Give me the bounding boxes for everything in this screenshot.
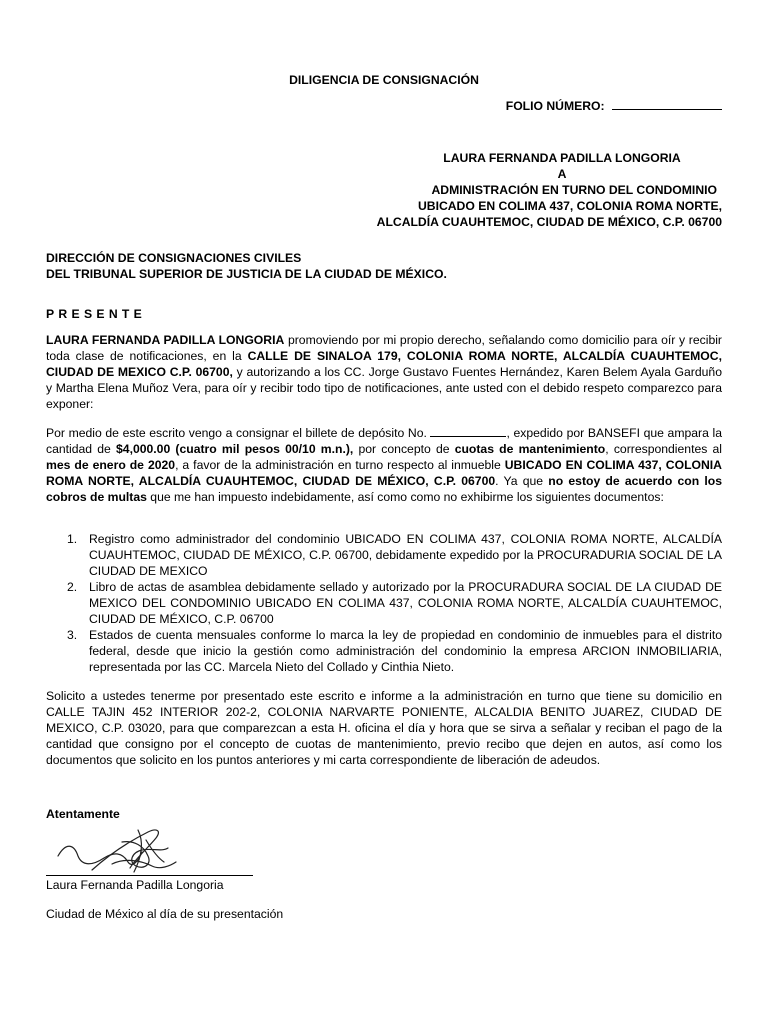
amount: $4,000.00 (cuatro mil pesos 00/10 m.n.), xyxy=(116,442,354,456)
property-address: UBICADO EN COLIMA 437, COLONIA ROMA NORTE, ALCALDÍA CUAUHTEMOC, CIUDAD DE MÉXICO, C.P. 06700 xyxy=(46,458,722,488)
header-line: ALCALDÍA CUAUHTEMOC, CIUDAD DE MÉXICO, C.P. 06700 xyxy=(376,215,722,229)
paragraph-text: . Ya que xyxy=(495,474,549,488)
folio-label: FOLIO NÚMERO: xyxy=(505,99,605,113)
header-line: ADMINISTRACIÓN EN TURNO DEL CONDOMINIO xyxy=(431,183,717,197)
month: mes de enero de 2020 xyxy=(46,458,176,472)
signature-line xyxy=(46,874,253,876)
deposit-number-blank xyxy=(430,425,506,437)
addressee-line: DEL TRIBUNAL SUPERIOR DE JUSTICIA DE LA CIUDAD DE MÉXICO. xyxy=(46,267,447,281)
header-block xyxy=(302,150,722,230)
domicile-address: CALLE DE SINALOA 179, COLONIA ROMA NORTE, ALCALDÍA CUAUHTEMOC, CIUDAD DE MEXICO C.P. 06700, xyxy=(46,349,722,379)
paragraph-intro xyxy=(46,332,722,412)
header-line: LAURA FERNANDA PADILLA LONGORIA xyxy=(443,151,681,165)
paragraph-text: y autorizando a los CC. Jorge Gustavo Fuentes Hernández, Karen Belem Ayala Garduño y Martha Elena Muñoz Vera, para oír y recibir todo tipo de notificaciones, ante usted con el debido respeto comparezco para exponer: xyxy=(46,365,722,411)
list-text: Registro como administrador del condominio UBICADO EN COLIMA 437, COLONIA ROMA NORTE, ALCALDÍA CUAUHTEMOC, CIUDAD DE MÉXICO, C.P. 06700, debidamente expedido por la PROCURADURIA SOCIAL DE LA CIUDAD DE MEXICO xyxy=(89,532,722,578)
folio-blank xyxy=(612,98,722,110)
list-item xyxy=(46,627,722,675)
paragraph-consignment xyxy=(46,425,722,505)
paragraph-request: Solicito a ustedes tenerme por presentado este escrito e informe a la administración en turno que tiene su domicilio en CALLE TAJIN 452 INTERIOR 202-2, COLONIA NARVARTE PONIENTE, ALCALDIA BENITO JUAREZ, CIUDAD DE MEXICO, C.P. 03020, para que comparezcan a esta H. oficina el día y hora que se sirva a señalar y reciban el pago de la cantidad que consigno por el concepto de cuotas de mantenimiento, previo recibo que dejen en autos, así como los documentos que solicito en los puntos anteriores y mi carta correspondiente de liberación de adeudos. xyxy=(46,689,722,767)
list-number: 3. xyxy=(67,628,78,642)
paragraph-text: , a favor de la administración en turno respecto al inmueble xyxy=(175,458,505,472)
list-item xyxy=(46,531,722,579)
paragraph-text: , correspondientes al xyxy=(605,442,723,456)
promovente-name: LAURA FERNANDA PADILLA LONGORIA xyxy=(46,333,285,347)
paragraph-text: , expedido por BANSEFI que ampara la cantidad de xyxy=(46,426,722,456)
folio-number xyxy=(506,98,722,114)
addressee-line: DIRECCIÓN DE CONSIGNACIONES CIVILES xyxy=(46,251,302,265)
presente-heading: PRESENTE xyxy=(46,307,147,321)
closing-line: Ciudad de México al día de su presentación xyxy=(46,907,284,921)
header-line: UBICADO EN COLIMA 437, COLONIA ROMA NORTE, xyxy=(417,199,722,213)
paragraph-text: que me han impuesto indebidamente, así como como no exhibirme los siguientes documentos: xyxy=(146,490,664,504)
list-text: Libro de actas de asamblea debidamente sellado y autorizado por la PROCURADURA SOCIAL DE LA CIUDAD DE MEXICO DEL CONDOMINIO UBICADO EN COLIMA 437, COLONIA ROMA NORTE, ALCALDÍA CUAUHTEMOC, CIUDAD DE MÉXICO, C.P. 06700 xyxy=(89,580,722,626)
closing-salutation: Atentamente xyxy=(46,807,120,821)
header-line: A xyxy=(557,167,567,181)
list-item xyxy=(46,579,722,627)
disagreement: no estoy de acuerdo con los cobros de multas xyxy=(46,474,722,504)
signer-name: Laura Fernanda Padilla Longoria xyxy=(46,878,224,892)
addressee-block xyxy=(46,250,447,282)
paragraph-text: Por medio de este escrito vengo a consignar el billete de depósito No. xyxy=(46,426,431,440)
documents-list xyxy=(46,531,722,675)
paragraph-text: promoviendo por mi propio derecho, señalando como domicilio para oír y recibir toda clase de notificaciones, en la xyxy=(46,333,722,363)
list-number: 2. xyxy=(67,580,78,594)
list-number: 1. xyxy=(67,532,78,546)
document-title: DILIGENCIA DE CONSIGNACIÓN xyxy=(289,73,479,87)
signature-image xyxy=(52,822,182,878)
paragraph-text: por concepto de xyxy=(353,442,455,456)
concept: cuotas de mantenimiento xyxy=(454,442,606,456)
list-text: Estados de cuenta mensuales conforme lo marca la ley de propiedad en condominio de inmuebles para el distrito federal, desde que inicio la gestión como administración del condominio la empresa ARCION INMOBILIARIA, representada por las CC. Marcela Nieto del Collado y Cinthia Nieto. xyxy=(89,628,722,674)
